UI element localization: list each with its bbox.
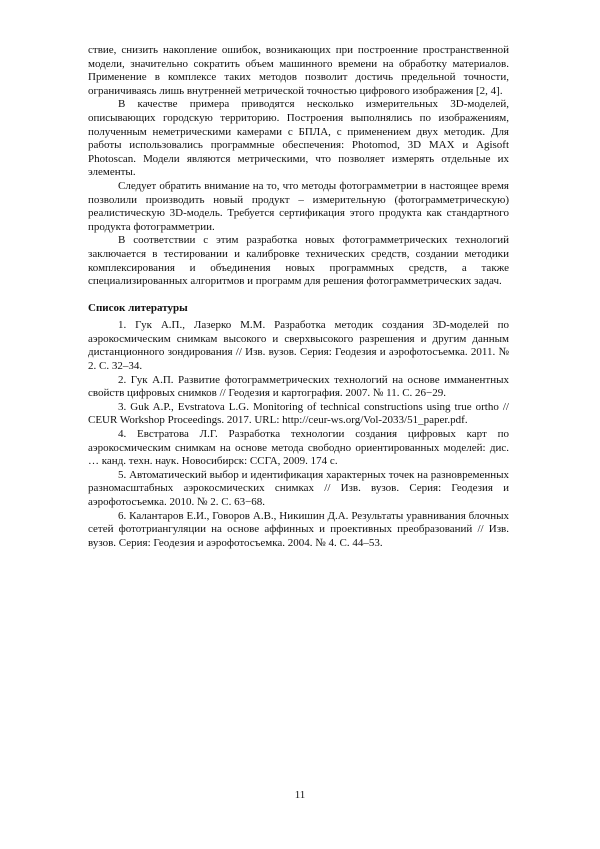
reference-item: 4. Евстратова Л.Г. Разработка технологии создания цифровых карт по аэрокосмическим снимкам на основе метода свободно ориентированных моделей: дис. … канд. техн. наук. Новосибирск: ССГА, 2009. 174 с. (88, 428, 509, 468)
reference-item: 3. Guk A.P., Evstratova L.G. Monitoring of technical constructions using true ortho // CEUR Workshop Proceedings. 2017. URL: http://ceur-ws.org/Vol-2033/51_paper.pdf. (88, 400, 509, 427)
body-paragraph: В качестве примера приводятся несколько измерительных 3D-моделей, описывающих городскую территорию. Построения выполнялись по изображениям, полученным неметрическими камерами с БПЛА, с применением двух методик. Для работы использовались программные обеспечения: Photomod, 3D MAX и Agisoft Photoscan. Модели являются метрическими, что позволяет измерять отдельные их элементы. (88, 98, 509, 179)
reference-item: 6. Калантаров Е.И., Говоров А.В., Никишин Д.А. Результаты уравнивания блочных сетей фототриангуляции на основе аффинных и проективных преобразований // Изв. вузов. Серия: Геодезия и аэрофотосъемка. 2004. № 4. С. 44–53. (88, 509, 509, 549)
reference-item: 2. Гук А.П. Развитие фотограмметрических технологий на основе имманентных свойств цифровых снимков // Геодезия и картография. 2007. № 11. С. 26−29. (88, 373, 509, 400)
page-number: 11 (294, 789, 306, 801)
body-paragraph-continuation: ствие, снизить накопление ошибок, возникающих при построенние пространственной модели, значительно сократить объем машинного времени на обработку материалов. Применение в комплексе таких методов позволит достичь предельной точности, ограничиваясь лишь внутренней метрической точностью цифрового изображения [2, 4]. (88, 44, 509, 97)
body-paragraph: Следует обратить внимание на то, что методы фотограмметрии в настоящее время позволили производить новый продукт – измерительную (фотограмметрическую) реалистическую 3D-модель. Требуется сертификация этого продукта как стандартного продукта фотограмметрии. (88, 179, 509, 233)
text-column (88, 44, 509, 550)
section-spacer (88, 289, 509, 302)
references-heading: Список литературы (88, 301, 188, 314)
reference-item: 5. Автоматический выбор и идентификация характерных точек на разновременных разномасштабных аэрокосмических снимках // Изв. вузов. Серия: Геодезия и аэрофотосъемка. 2010. № 2. С. 63−68. (88, 468, 509, 508)
body-paragraph: В соответствии с этим разработка новых фотограмметрических технологий заключается в тестировании и калибровке технических средств, создании методики комплексирования и объединения новых программных средств, а также специализированных алгоритмов и программ для решения фотограмметрических задач. (88, 234, 509, 288)
reference-item: 1. Гук А.П., Лазерко М.М. Разработка методик создания 3D-моделей по аэрокосмическим снимкам высокого и сверхвысокого разрешения и другим данным дистанционного зондирования // Изв. вузов. Серия: Геодезия и аэрофотосъемка. 2011. № 2. С. 32–34. (88, 319, 509, 373)
